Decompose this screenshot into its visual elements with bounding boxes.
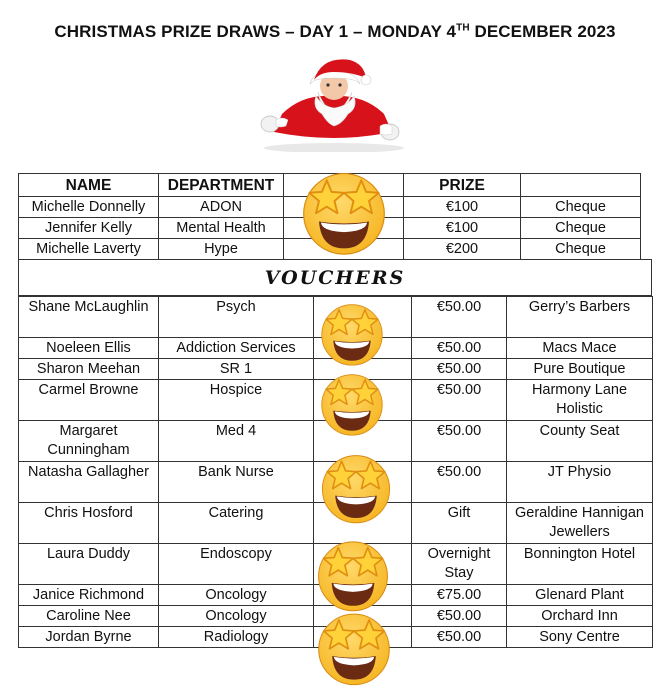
department-cell: Radiology	[159, 627, 314, 648]
provider-cell: Glenard Plant	[507, 585, 653, 606]
department-cell: Mental Health	[159, 218, 284, 239]
prize-cell: €200	[404, 239, 521, 260]
prize-cell: €50.00	[412, 297, 507, 338]
name-cell: Sharon Meehan	[19, 359, 159, 380]
name-cell: Caroline Nee	[19, 606, 159, 627]
name-cell: Janice Richmond	[19, 585, 159, 606]
santa-claus-icon	[252, 52, 412, 152]
department-cell: SR 1	[159, 359, 314, 380]
name-cell: Margaret Cunningham	[19, 421, 159, 462]
vouchers-heading: VOUCHERS	[264, 266, 406, 289]
prize-cell: €50.00	[412, 359, 507, 380]
star-struck-emoji-icon	[316, 366, 388, 438]
page-title: CHRISTMAS PRIZE DRAWS – DAY 1 – MONDAY 4TH DECEMBER 2023	[54, 22, 616, 41]
provider-cell: Bonnington Hotel	[507, 544, 653, 585]
prize-cell: €50.00	[412, 380, 507, 421]
provider-cell: Pure Boutique	[507, 359, 653, 380]
name-cell: Jennifer Kelly	[19, 218, 159, 239]
provider-cell: Gerry’s Barbers	[507, 297, 653, 338]
department-cell: Oncology	[159, 585, 314, 606]
prize-cell: €50.00	[412, 627, 507, 648]
prize-cell: Overnight Stay	[412, 544, 507, 585]
department-cell: Hype	[159, 239, 284, 260]
department-cell: Endoscopy	[159, 544, 314, 585]
column-header-prize: PRIZE	[404, 174, 521, 197]
name-cell: Carmel Browne	[19, 380, 159, 421]
prize-type-cell: Cheque	[521, 197, 641, 218]
prize-cell: Gift	[412, 503, 507, 544]
prize-cell: €50.00	[412, 606, 507, 627]
column-header-department: DEPARTMENT	[159, 174, 284, 197]
provider-cell: Geraldine Hannigan Jewellers	[507, 503, 653, 544]
department-cell: Addiction Services	[159, 338, 314, 359]
vouchers-heading-row	[18, 259, 652, 296]
star-struck-emoji-icon	[316, 446, 396, 526]
provider-cell: Sony Centre	[507, 627, 653, 648]
department-cell: Psych	[159, 297, 314, 338]
provider-cell: County Seat	[507, 421, 653, 462]
department-cell: Hospice	[159, 380, 314, 421]
column-header-blank-2	[521, 174, 641, 197]
name-cell: Michelle Donnelly	[19, 197, 159, 218]
department-cell: Med 4	[159, 421, 314, 462]
name-cell: Chris Hosford	[19, 503, 159, 544]
provider-cell: Harmony Lane Holistic	[507, 380, 653, 421]
department-cell: ADON	[159, 197, 284, 218]
star-struck-emoji-icon	[312, 532, 394, 614]
star-struck-emoji-icon	[316, 296, 388, 368]
department-cell: Oncology	[159, 606, 314, 627]
column-header-name: NAME	[19, 174, 159, 197]
star-struck-emoji-icon	[312, 604, 396, 688]
provider-cell: Orchard Inn	[507, 606, 653, 627]
name-cell: Natasha Gallagher	[19, 462, 159, 503]
department-cell: Catering	[159, 503, 314, 544]
prize-cell: €50.00	[412, 462, 507, 503]
name-cell: Laura Duddy	[19, 544, 159, 585]
name-cell: Jordan Byrne	[19, 627, 159, 648]
name-cell: Shane McLaughlin	[19, 297, 159, 338]
name-cell: Noeleen Ellis	[19, 338, 159, 359]
provider-cell: JT Physio	[507, 462, 653, 503]
prize-cell: €100	[404, 218, 521, 239]
prize-type-cell: Cheque	[521, 239, 641, 260]
provider-cell: Macs Mace	[507, 338, 653, 359]
name-cell: Michelle Laverty	[19, 239, 159, 260]
prize-cell: €50.00	[412, 338, 507, 359]
prize-cell: €50.00	[412, 421, 507, 462]
prize-type-cell: Cheque	[521, 218, 641, 239]
prize-cell: €75.00	[412, 585, 507, 606]
star-struck-emoji-icon	[296, 162, 392, 258]
prize-cell: €100	[404, 197, 521, 218]
department-cell: Bank Nurse	[159, 462, 314, 503]
